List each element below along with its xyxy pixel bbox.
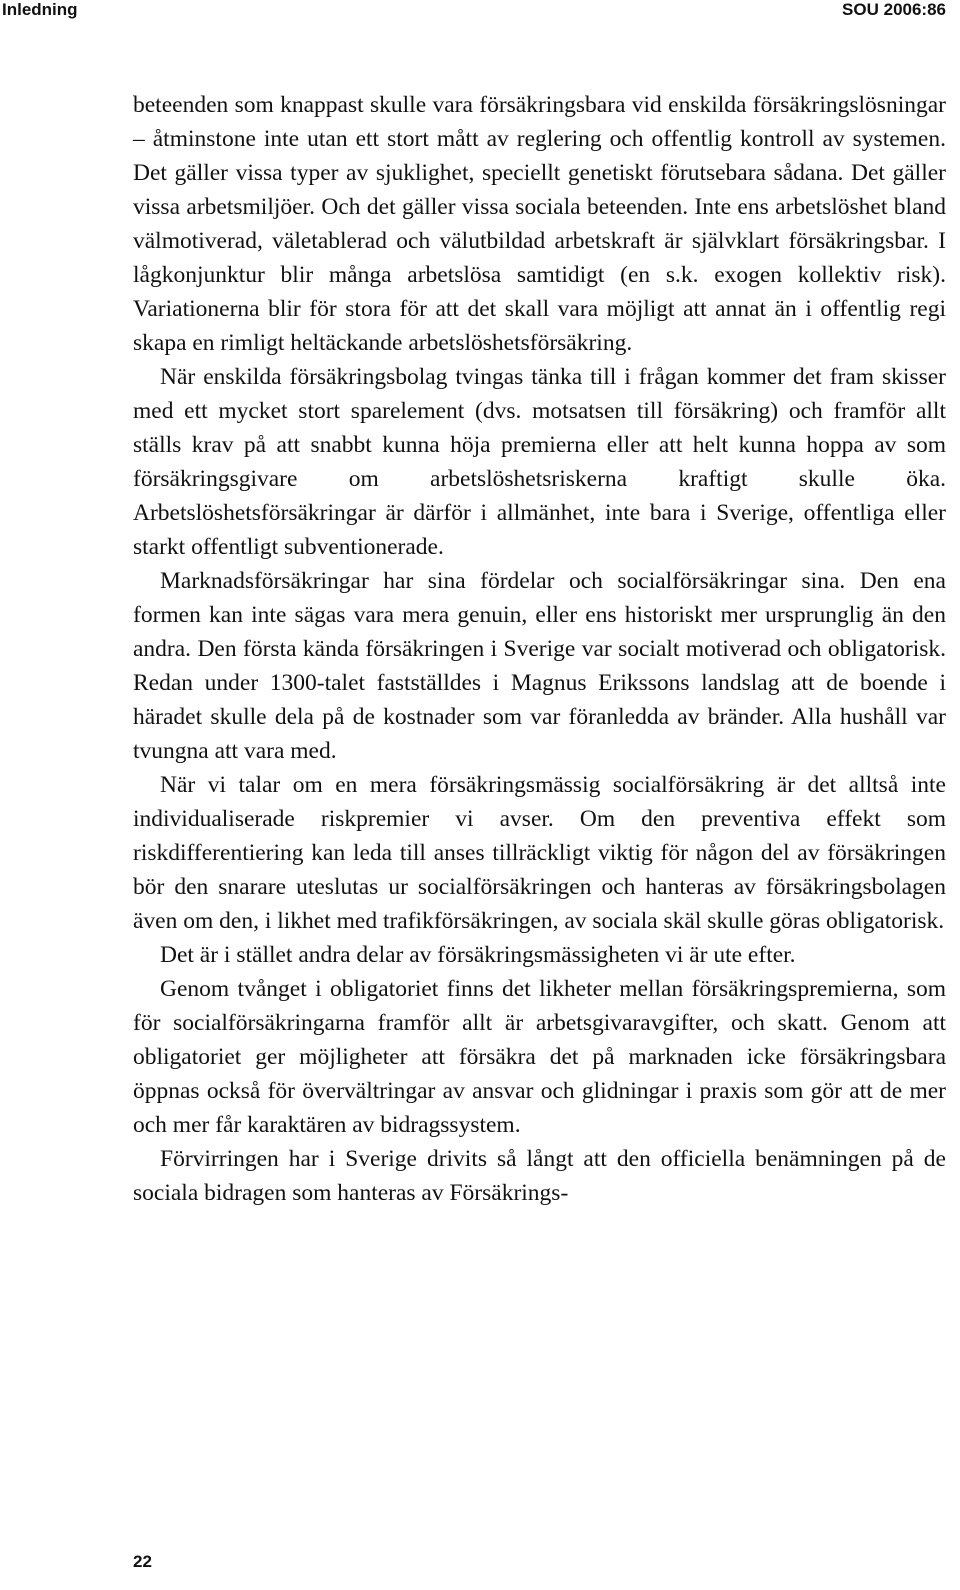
header-section-title: Inledning xyxy=(2,0,78,19)
paragraph: beteenden som knappast skulle vara försäkringsbara vid enskilda försäkringslösningar – åtminstone inte utan ett stort mått av reglering och offentlig kontroll av systemen. Det gäller vissa typer av sjuklighet, speciellt genetiskt förutsebara sådana. Det gäller vissa arbetsmiljöer. Och det gäller vissa sociala beteenden. Inte ens arbetslöshet bland välmotiverad, väletablerad och välutbildad arbetskraft är självklart försäkringsbar. I lågkonjunktur blir många arbetslösa samtidigt (en s.k. exogen kollektiv risk). Variationerna blir för stora för att det skall vara möjligt att annat än i offentlig regi skapa en rimligt heltäckande arbetslöshetsförsäkring. xyxy=(133,92,946,356)
header-report-id: SOU 2006:86 xyxy=(842,0,946,19)
page-number: 22 xyxy=(133,1552,152,1571)
paragraph: När vi talar om en mera försäkringsmässig socialförsäkring är det alltså inte individualiserade riskpremier vi avser. Om den preventiva effekt som riskdifferentiering kan leda till anses tillräckligt viktig för någon del av försäkringen bör den snarare uteslutas ur socialförsäkringen och hanteras av försäkringsbolagen även om den, i likhet med trafikförsäkringen, av sociala skäl skulle göras obligatorisk. xyxy=(133,772,946,934)
paragraph: Genom tvånget i obligatoriet finns det likheter mellan försäkringspremierna, som för socialförsäkringarna framför allt är arbetsgivaravgifter, och skatt. Genom att obligatoriet ger möjligheter att försäkra det på marknaden icke försäkringsbara öppnas också för övervältringar av ansvar och glidningar i praxis som gör att de mer och mer får karaktären av bidragssystem. xyxy=(133,976,946,1138)
paragraph: När enskilda försäkringsbolag tvingas tänka till i frågan kommer det fram skisser med ett mycket stort sparelement (dvs. motsatsen till försäkring) och framför allt ställs krav på att snabbt kunna höja premierna eller att helt kunna hoppa av som försäkringsgivare om arbetslöshetsriskerna kraftigt skulle öka. Arbetslöshetsförsäkringar är därför i allmänhet, inte bara i Sverige, offentliga eller starkt offentligt subventionerade. xyxy=(133,364,946,560)
body-text xyxy=(133,88,946,1210)
paragraph: Det är i stället andra delar av försäkringsmässigheten vi är ute efter. xyxy=(160,942,796,968)
paragraph: Förvirringen har i Sverige drivits så långt att den officiella benämningen på de sociala bidragen som hanteras av Försäkrings- xyxy=(133,1146,946,1206)
running-header xyxy=(0,0,960,22)
paragraph: Marknadsförsäkringar har sina fördelar och socialförsäkringar sina. Den ena formen kan inte sägas vara mera genuin, eller ens historiskt mer ursprunglig än den andra. Den första kända försäkringen i Sverige var socialt motiverad och obligatorisk. Redan under 1300-talet fastställdes i Magnus Erikssons landslag att de boende i häradet skulle dela på de kostnader som var föranledda av bränder. Alla hushåll var tvungna att vara med. xyxy=(133,568,946,764)
